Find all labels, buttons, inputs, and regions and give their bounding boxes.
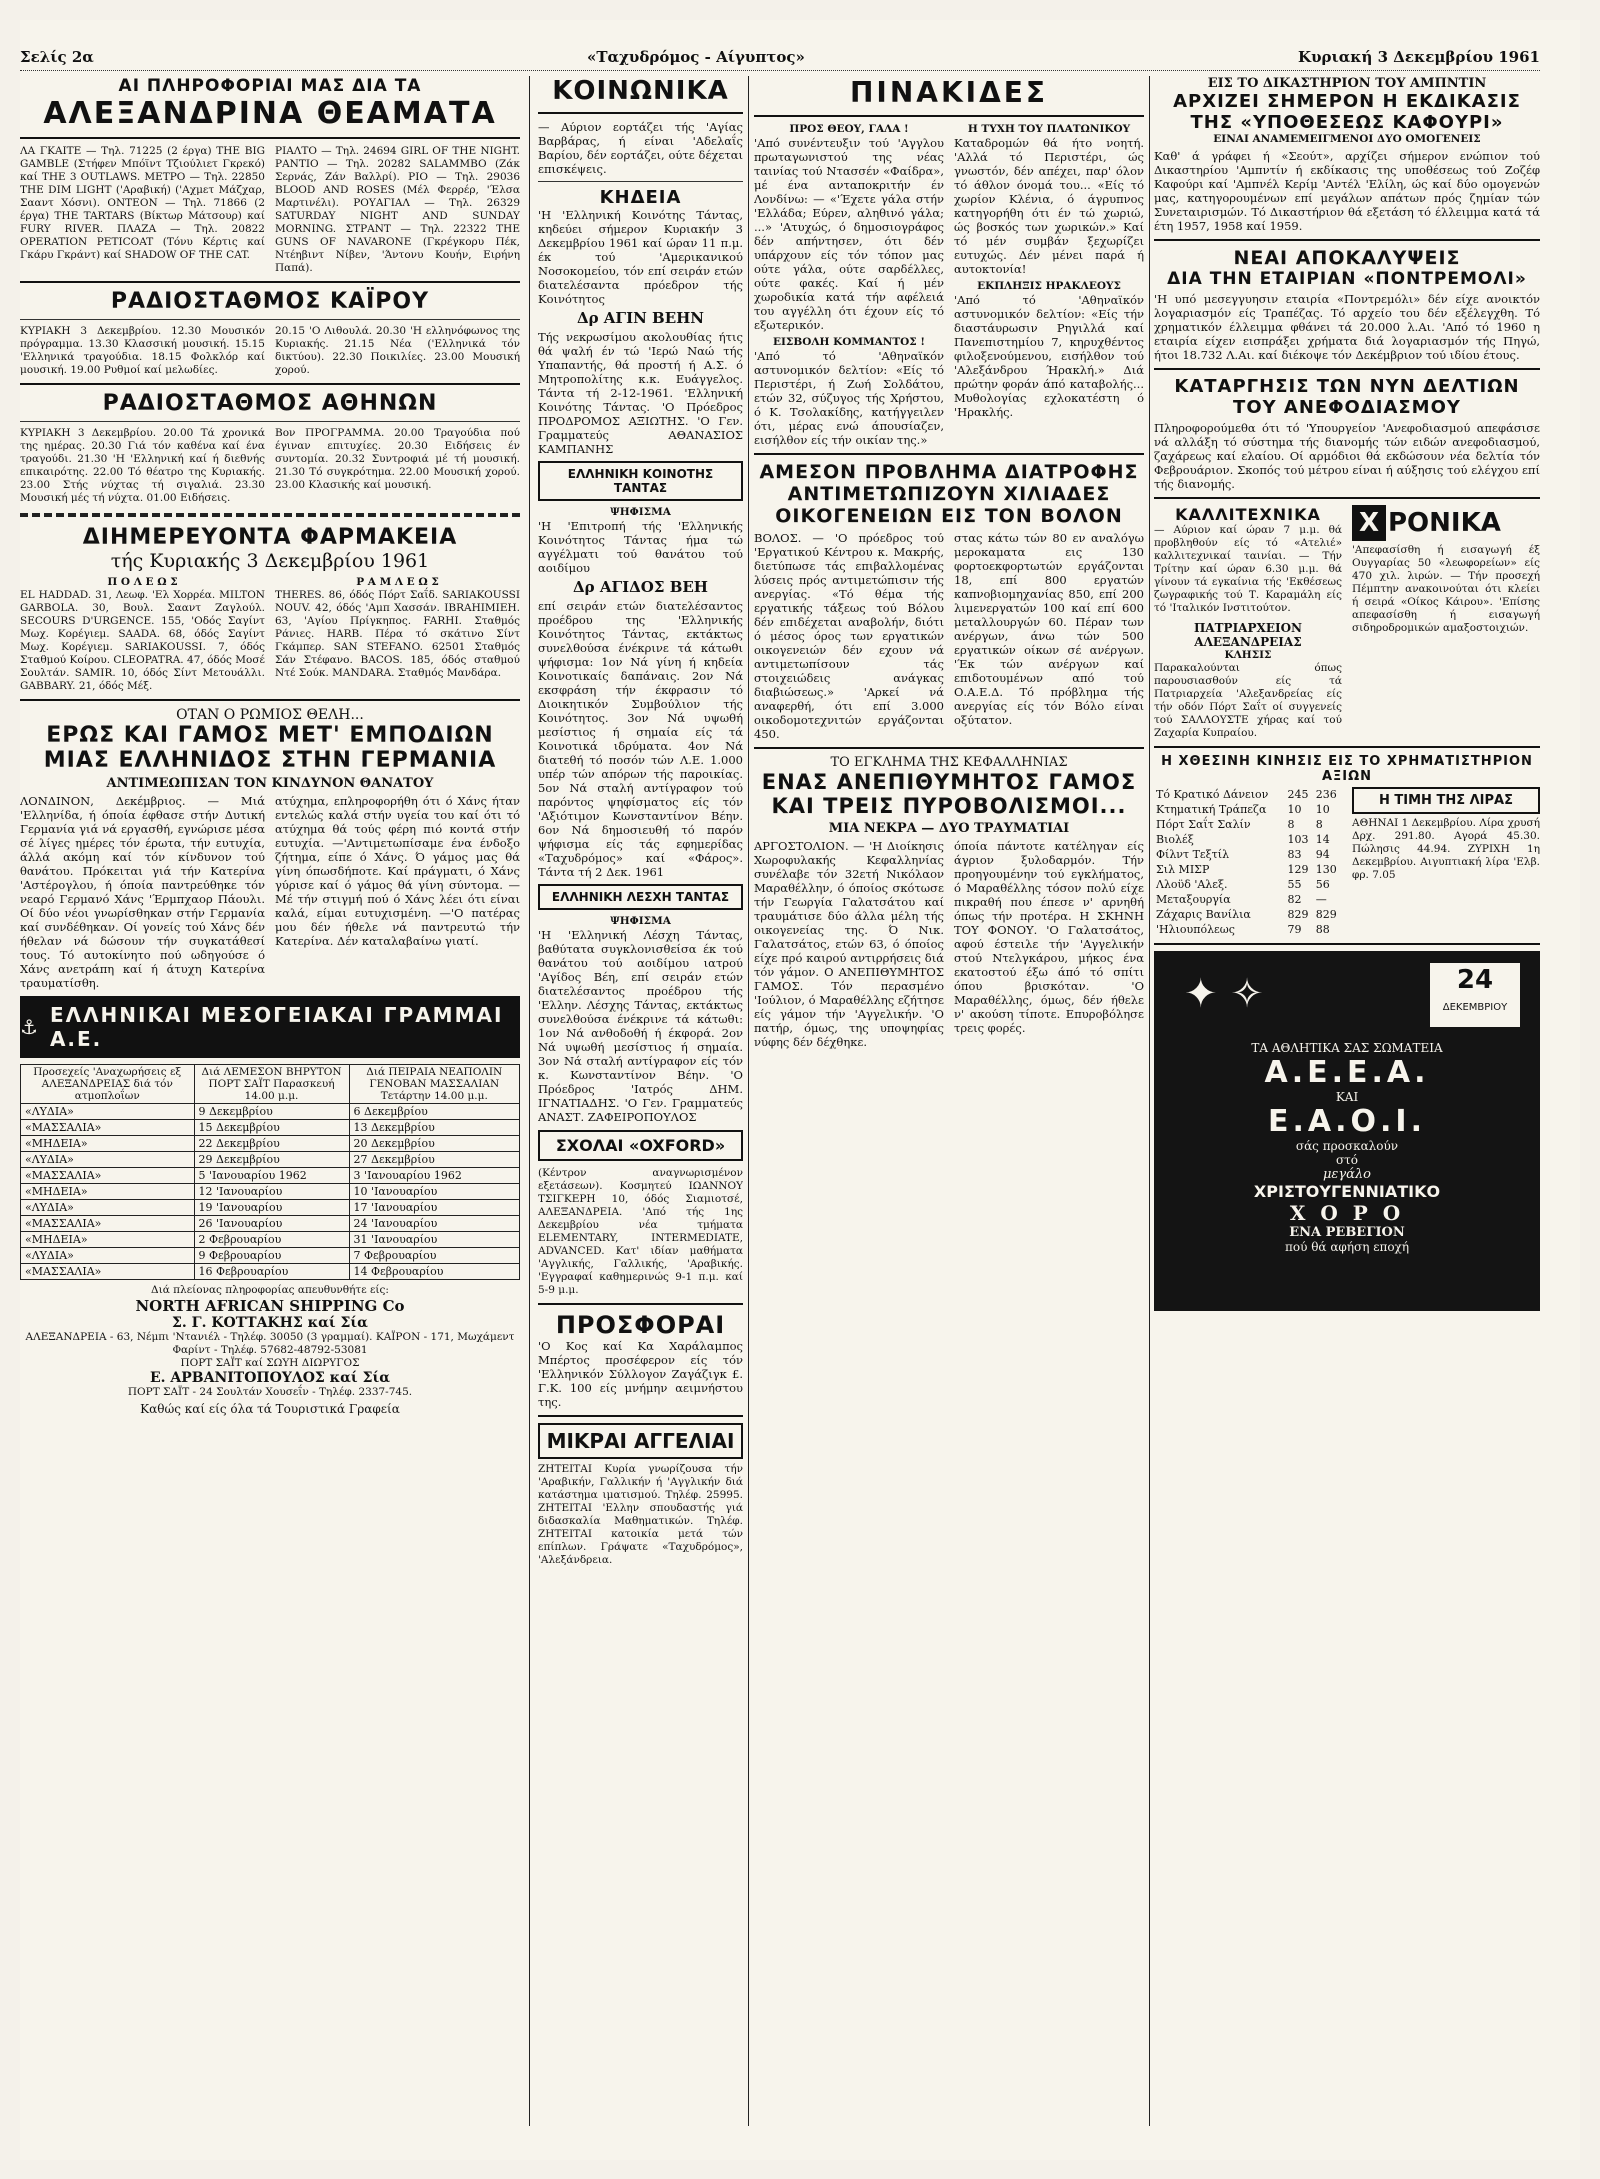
event-name: ΧΡΙΣΤΟΥΓΕΝΝΙΑΤΙΚΟ (1253, 1182, 1441, 1201)
club-text: 'Η 'Ελληνική Λέσχη Τάντας, βαθύτατα συγκλονισθείσα έκ τού θανάτου τού αοιδίμου ιατρού 'Αγίδος Βέη, επί σειράν ετών διατελέσαντος προέδρου τής 'Ελλην. Λέσχης Τάντας, εκτάκτως συνελθούσα ένέκρινε τά κάτωθι: 1ον Νά ανθοδοθή ή έκφορά. 2ον Νά υψωθή μεσίστιος ή σημαία. 3ον Νά σταλή αντίγραφον είς τόν κ. Κωνσταντίνον Βέην. 'Ο Πρόεδρος 'Ιατρός ΔΗΜ. ΙΓΝΑΤΙΑΔΗΣ. 'Ο Γεν. Γραμματεύς ΑΝΑΣΤ. ΖΑΦΕΙΡΟΠΟΥΛΟΣ (538, 928, 743, 1124)
shipping-footer: Καθώς καί είς όλα τά Τουριστικά Γραφεία (140, 1402, 400, 1416)
table-cell: 55 (1287, 878, 1302, 891)
radio-cairo-left: ΚΥΡΙΑΚΗ 3 Δεκεμβρίου. 12.30 Μουσικόν πρόγραμμα. 13.30 Κλασσική μουσική. 15.15 'Ελληνικά τραγούδια. 18.15 Φολκλόρ καί μουσική. 19.00 Ρυθμοί καί μελωδίες. (20, 325, 265, 376)
cinema-kicker: ΑΙ ΠΛΗΡΟΦΟΡΙΑΙ ΜΑΣ ΔΙΑ ΤΑ (118, 76, 422, 96)
story-body-right: ατύχημα, επληροφορήθη ότι ό Χάνς ήταν εντελώς καλά στήν υγεία του καί ότι τό ατύχημα θά τούς φέρη πιό κοντά στήν ευτυχία. —'Αντιμετωπίσαμε ένα ένδοξο ζήτημα, είπε ό Χάνς. Ό γάμος μας θά γίνη όπωσδήποτε. Καί πράγματι, ό Χάνς γύρισε καί ό γάμος θά γίνη σύντομα. —Μέ τήν στιγμή πού ό Χάνς λέει ότι είναι καλά, είμαι ευτυχισμένη. —'Ο πατέρας μου δέν ήθελε νά παντρευτώ τήν Κατερίνα. Δέν καταλαβαίνω γιατί. (275, 794, 520, 948)
pharmacy-title: ΔΙΗΜΕΡΕΥΟΝΤΑ ΦΑΡΜΑΚΕΙΑ (82, 525, 458, 550)
event-tagline-2: πού θά αφήση εποχή (1284, 1240, 1410, 1254)
story-kicker: ΟΤΑΝ Ο ΡΩΜΙΟΣ ΘΕΛΗ... (176, 707, 364, 723)
shipping-agent-1b: Σ. Γ. ΚΟΤΤΑΚΗΣ καί Σία (172, 1315, 368, 1331)
social-title: ΚΟΙΝΩΝΙΚΑ (552, 76, 729, 106)
shipping-more-info: Διά πλείονας πληροφορίας απευθυνθήτε είς: (151, 1284, 389, 1296)
classifieds-text: ΖΗΤΕΙΤΑΙ Κυρία γνωρίζουσα τήν 'Αραβικήν, Γαλλικήν ή 'Αγγλικήν διά κατάστημα ιματισμού. Τηλέφ. 25995. ΖΗΤΕΙΤΑΙ 'Ελλην σπουδαστής γιά διδασκαλία Μαθηματικών. Τηλέφ. ΖΗΤΕΙΤΑΙ κατοικία μετά τών επίπλων. Γράψατε «Ταχυδρόμος», 'Αλεξάνδρεια. (538, 1463, 743, 1566)
table-cell: 27 Δεκεμβρίου (349, 1152, 519, 1168)
funeral-text: 'Η 'Ελληνική Κοινότης Τάντας, κηδεύει σήμερον Κυριακήν 3 Δεκεμβρίου 1961 καί ώραν 11 π.μ. έκ τού 'Αμερικανικού Νοσοκομείου, τόν επί σειράν ετών διατελέσαντα πρόεδρον τής Κοινότητος (538, 208, 743, 306)
schedule-header: Διά ΛΕΜΕΣΟΝ ΒΗΡΥΤΟΝ ΠΟΡΤ ΣΑΪΤ Παρασκευή 14.00 μ.μ. (194, 1065, 349, 1104)
table-cell: 6 Δεκεμβρίου (349, 1104, 519, 1120)
table-row (21, 1104, 520, 1120)
pontremoli-body: 'Η υπό μεσεγγυησιν εταιρία «Ποντρεμόλι» δέν είχε ανοικτόν λογαριασμόν είς Τραπέζας. Τό αρχείο του δέν εξέλεγχθη. Τό χρηματικόν έλλειμμα φθάνει τά 20.000 λ.Αι. 'Από τό 1960 η εταιρία είχεν εισπράξει χρήματα διά λογαριασμόν τής Πηγώ, ήτοι 18.732 Λ.Αι. καί διέκοψε τόν Δεκέμβριον τού ιδίου έτους. (1154, 292, 1540, 362)
masthead (20, 48, 1540, 71)
community-subtitle: ΨΗΦΙΣΜΑ (610, 506, 671, 518)
shipping-address-2: ΠΟΡΤ ΣΑΪΤ - 24 Σουλτάν Χουσεΐν - Τηλέφ. 2337-745. (127, 1386, 413, 1398)
table-cell: 103 (1287, 833, 1309, 846)
gold-price-title: Η ΤΙΜΗ ΤΗΣ ΛΙΡΑΣ (1352, 787, 1540, 814)
community-title: ΕΛΛΗΝΙΚΗ ΚΟΙΝΟΤΗΣ ΤΑΝΤΑΣ (538, 461, 743, 501)
table-cell: «ΜΑΣΣΑΛΙΑ» (21, 1216, 195, 1232)
table-cell: 94 (1315, 848, 1330, 861)
bourse-table (1154, 787, 1342, 937)
table-row (21, 1248, 520, 1264)
column-text: 'Από τό 'Αθηναϊκόν αστυνομικόν δελτίον: «Είς τήν διαστάυρωσιν Ρηγιλλά καί Πανεπιστημίου 7, κηρυχθέντος φιλοξενούμενου, εισήλθον τού 'Αλεξάνδρου Ήρακλή.» Διά πρώτην φοράν άπό καταβολής... Μυθολογίας εχλοκατέστη ό 'Ηρακλής. (954, 293, 1144, 419)
column-text: Καταδρομών θά ήτο νοητή. 'Αλλά τό Περιστέρι, ώς γνωστόν, δέν απέχει, παρ' όλον τό άθλον όνομά του... «Είς τό χωρίον Κλένια, ό άγρυπνος κατηγορήθη ότι έν τώ χωριώ, ώς βοσκός των χωρικών.» Καί τό μέν συμβάν ξεχωρίζει ευτυχώς. Δέν μένει παρά ή αυτοκτονία! (954, 136, 1144, 276)
chronika-logo: Χ ΡΟΝΙΚΑ (1352, 505, 1540, 541)
table-row (1154, 922, 1342, 937)
column-divider (1149, 76, 1150, 2126)
bourse-title: Η ΧΘΕΣΙΝΗ ΚΙΝΗΣΙΣ ΕΙΣ ΤΟ ΧΡΗΜΑΤΙΣΤΗΡΙΟΝ ΑΞΙΩΝ (1161, 754, 1533, 784)
table-cell: 82 (1287, 893, 1302, 906)
table-cell: «ΜΑΣΣΑΛΙΑ» (21, 1168, 195, 1184)
column-2 (538, 76, 743, 2126)
pharmacy-subtitle: τής Κυριακής 3 Δεκεμβρίου 1961 (110, 550, 430, 572)
shipping-schedule (20, 1064, 520, 1280)
table-row (1154, 802, 1342, 817)
table-cell: 12 'Ιανουαρίου (194, 1184, 349, 1200)
star-icon: ✦ ✧ (1184, 971, 1264, 1017)
community-text: 'Η 'Επιτροπή τής 'Ελληνικής Κοινότητος Τάντας ήμα τώ αγγέλματι τού θανάτου τού αοιδίμου (538, 519, 743, 575)
table-cell: 9 Φεβρουαρίου (194, 1248, 349, 1264)
kefalonia-body-left: ΑΡΓΟΣΤΟΛΙΟΝ. — 'Η Διοίκησις Χωροφυλακής Κεφαλληνίας συνέλαβε τόν 32ετή Νικόλαον Μαραθέλλην, ό όποίος σκότωσε τήν Γεωργία Γαλατσάτου καί τραυμάτισε δύο άλλα μέλη τής οικογενείας της. Ό Νικ. Γαλατσάτος, ετών 63, ό όποίος είχε πρό καιρού αντιρρήσεις διά τόν γάμον. Ο ΑΝΕΠΙΘΥΜΗΤΟΣ ΓΑΜΟΣ. Τόν περασμένο 'Ιούλιον, ό Μαραθέλλης εζήτησε είς γάμον τήν 'Αγγελικήν. 'Ο πατήρ, όμως, της υποψηφίας νύφης δέν δέχθηκε. (754, 839, 944, 1049)
table-cell: 22 Δεκεμβρίου (194, 1136, 349, 1152)
funeral-title: ΚΗΔΕΙΑ (599, 187, 682, 208)
table-cell: 7 Φεβρουαρίου (349, 1248, 519, 1264)
cinema-listings-right: ΡΙΑΛΤΟ — Τηλ. 24694 GIRL OF THE NIGHT. ΡΑΝΤΙΟ — Τηλ. 20282 SALAMMBO (Ζάκ Σερνάς, Ζάν Βαλλρί). ΡΙΟ — Τηλ. 29036 BLOOD AND ROSES (Μέλ Φερρέρ, 'Έλσα Μαρτινέλι). ΡΟΥΑΓΙΑΛ — Τηλ. 26329 SATURDAY NIGHT AND SUNDAY MORNING. ΣΤΡΑΝΤ — Τηλ. 22322 THE GUNS OF NAVARONE (Γκρέγκορυ Πέκ, Ντέηβιντ Νίβεν, 'Άντονυ Κουήν, Ειρήνη Παπά). (275, 145, 520, 274)
offers-text: 'Ο Κος καί Κα Χαράλαμπος Μπέρτος προσέφερον είς τόν 'Ελληνικόν Σύλλογον Ζαγάζιγκ £. Γ.Κ. 100 είς μνήμην αειμνήστου της. (538, 1339, 743, 1409)
table-cell: «ΜΑΣΣΑΛΙΑ» (21, 1264, 195, 1280)
event-type: Χ Ο Ρ Ο (1289, 1201, 1405, 1225)
table-cell: 13 Δεκεμβρίου (349, 1120, 519, 1136)
table-cell: Λλοϋδ 'Αλεξ. (1156, 878, 1228, 891)
radio-athens-left: ΚΥΡΙΑΚΗ 3 Δεκεμβρίου. 20.00 Τά χρονικά της ημέρας. 20.30 Γιά τόν καθένα καί ένα τραγούδι. 21.30 'Η 'Ελληνική καί ή διεθνής επικαιρότης. 22.00 Τό θέατρο της Κυριακής. 23.00 Στής νύχτας τή σιγαλιά. 23.30 Μουσική μές τή νύχτα. 01.00 Ειδήσεις. (20, 427, 265, 504)
cinema-listings-left: ΛΑ ΓΚΑΙΤΕ — Τηλ. 71225 (2 έργα) THE BIG GAMBLE (Στήφεν Μπόϊντ Τζιούλιετ Γκρεκό) καί THE 3 OUTLAWS. ΜΕΤΡΟ — Τηλ. 22850 THE DIM LIGHT ('Αραβική) ('Αχμετ Μάζχαρ, Σααντ Χόσνι). ΟΝΤΕΟΝ — Τηλ. 71866 (2 έργα) THE TARTARS (Βίκτωρ Μάτσουρ) καί FURY RIVER. ΠΛΑΖΑ — Τηλ. 20822 OPERATION PETICOAT (Τόνυ Κέρτις καί Γκάρυ Γκράντ) καί SHADOW OF THE CAT. (20, 145, 265, 261)
table-cell: «ΛΥΔΙΑ» (21, 1200, 195, 1216)
kefalonia-body-right: όποία πάντοτε κατέληγαν είς άγριον ξυλοδαρμόν. Τήν προηγουμένην τού εγκλήματος, ό Μαραθέλλης τόσον πολύ είχε πικραθή που έπεσε ν' αρνηθή όπως τήν προτέρα. Η ΣΚΗΝΗ ΤΟΥ ΦΟΝΟΥ. 'Ο Γαλατσάτος, αφού έστειλε τήν 'Αγγελικήν στού Ντελγκάρου, μήκος ένα εκατοστού έξω άπό τό σπίτι όπου βρισκόταν. 'Ο Μαραθέλλης, όμως, δέν ήθελε ν' ακούση τίποτε. Επυροβόλησε τρεις φορές. (954, 839, 1144, 1035)
kefalonia-subhead: ΜΙΑ ΝΕΚΡΑ — ΔΥΟ ΤΡΑΥΜΑΤΙΑΙ (828, 821, 1070, 836)
column-divider (529, 76, 530, 2126)
table-cell: 20 Δεκεμβρίου (349, 1136, 519, 1152)
table-row (21, 1184, 520, 1200)
schedule-header: Προσεχείς 'Αναχωρήσεις εξ ΑΛΕΞΑΝΔΡΕΙΑΣ διά τόν ατμοπλοΐων (21, 1065, 195, 1104)
table-cell: 129 (1287, 863, 1309, 876)
court-headline-2: ΤΗΣ «ΥΠΟΘΕΣΕΩΣ ΚΑΦΟΥΡΙ» (1190, 112, 1504, 133)
table-cell: 19 'Ιανουαρίου (194, 1200, 349, 1216)
story-headline-2: ΜΙΑΣ ΕΛΛΗΝΙΔΟΣ ΣΤΗΝ ΓΕΡΜΑΝΙΑ (43, 748, 497, 773)
column-subhead: Η ΤΥΧΗ ΤΟΥ ΠΛΑΤΩΝΙΚΟΥ (967, 123, 1131, 135)
patriarchate-body: Παρακαλούνται όπως παρουσιασθούν είς τά Πατριαρχεία 'Αλεξανδρείας είς τήν οδόν Πόρτ Σαΐτ οί συγγενείς τού ΣΑΛΛΟΥΣΤΕ χήρας καί τού Ζαχαρία Κυπραίου. (1154, 662, 1342, 739)
club-name-2: Ε.Α.Ο.Ι. (1268, 1104, 1426, 1139)
table-cell: 29 Δεκεμβρίου (194, 1152, 349, 1168)
table-cell: 9 Δεκεμβρίου (194, 1104, 349, 1120)
columns-title: ΠΙΝΑΚΙΔΕΣ (850, 76, 1048, 109)
table-cell: 10 (1287, 803, 1302, 816)
table-row (1154, 847, 1342, 862)
newspaper-name: «Ταχυδρόμος - Αίγυπτος» (586, 48, 805, 66)
shipping-agent-2-label: ΠΟΡΤ ΣΑΪΤ καί ΣΩΥΗ ΔΙΩΡΥΓΟΣ (180, 1357, 360, 1369)
volos-body-right: στας κάτω τών 80 εν αναλόγω μεροκαματα εις 130 φορτοεκφορτωτών εργάζονται 18, επί 800 εργατών καπνοβιομηχανίας 850, επί 200 λιμενεργατών 100 καί επί 600 μεταλλουργών 60. Πέραν των ανέργων, άνω τών 500 εργατικών οίκων σέ ανέργων. 'Έκ τών ανέργων καί επιδοτουμένων από τού Ο.Α.Ε.Δ. Τό πρόβλημα τής ανεργίας είς τόν Βόλο είναι οξύτατον. (954, 531, 1144, 727)
story-subhead: ΑΝΤΙΜΕΩΠΙΣΑΝ ΤΟΝ ΚΙΝΔΥΝΟΝ ΘΑΝΑΤΟΥ (106, 776, 434, 791)
column-divider (748, 76, 749, 2126)
ration-headline-1: ΚΑΤΑΡΓΗΣΙΣ ΤΩΝ ΝΥΝ ΔΕΛΤΙΩΝ (1174, 376, 1520, 397)
shipping-agent-1: NORTH AFRICAN SHIPPING Co (135, 1297, 405, 1315)
social-text: — Αύριον εορτάζει τής 'Αγίας Βαρβάρας, ή είναι 'Αδελαΐς Βαρίου, δέν εορτάζει, ούτε δέχεται επισκέψεις. (538, 120, 743, 176)
table-cell: Φίλντ Τεξτίλ (1156, 848, 1230, 861)
table-cell: 56 (1315, 878, 1330, 891)
radio-athens-title: ΡΑΔΙΟΣΤΑΘΜΟΣ ΑΘΗΝΩΝ (102, 391, 438, 416)
table-cell: 'Ηλιουπόλεως (1156, 923, 1235, 936)
gold-price-body: ΑΘΗΝΑΙ 1 Δεκεμβρίου. Λίρα χρυσή Δρχ. 291.80. Αγορά 45.30. Πώλησις 44.94. ΖΥΡΙΧΗ 1η Δεκεμβρίου. Αιγυπτιακή λίρα 'Ελβ. φρ. 7.05 (1352, 817, 1540, 881)
table-cell: Κτηματική Τράπεζα (1156, 803, 1267, 816)
column-1 (20, 76, 520, 2126)
column-text: 'Από τό 'Αθηναϊκόν αστυνομικόν δελτίον: «Είς τό Περιστέρι, ή Ζωή Σολδάτου, ετών 32, σύζυγος τής Χρήστου, ό Κ. Τσολακίδης, κατήγγειλεν ότι, μέρας ενώ άπουσίαζεν, εισήλθον είς τήν οικίαν της.» (754, 349, 944, 447)
table-cell: 10 'Ιανουαρίου (349, 1184, 519, 1200)
club-title: ΕΛΛΗΝΙΚΗ ΛΕΣΧΗ ΤΑΝΤΑΣ (538, 884, 743, 910)
table-row (21, 1152, 520, 1168)
schedule-header: Διά ΠΕΙΡΑΙΑ ΝΕΑΠΟΛΙΝ ΓΕΝΟΒΑΝ ΜΑΣΣΑΛΙΑΝ Τετάρτην 14.00 μ.μ. (349, 1065, 519, 1104)
table-cell: «ΜΗΔΕΙΑ» (21, 1232, 195, 1248)
table-cell: — (1315, 893, 1327, 906)
cinema-headline: ΑΛΕΞΑΝΔΡΙΝΑ ΘΕΑΜΑΤΑ (43, 96, 497, 131)
table-row (21, 1232, 520, 1248)
table-cell: «ΜΗΔΕΙΑ» (21, 1184, 195, 1200)
patriarchate-subtitle: ΚΛΗΣΙΣ (1224, 649, 1272, 661)
club-subtitle: ΨΗΦΙΣΜΑ (610, 915, 671, 927)
table-cell: Πόρτ Σαΐτ Σαλίν (1156, 818, 1251, 831)
ad-line: μεγάλο (1322, 1167, 1372, 1182)
table-cell: «ΛΥΔΙΑ» (21, 1104, 195, 1120)
column-subhead: ΠΡΟΣ ΘΕΟΥ, ΓΑΛΑ ! (789, 123, 909, 135)
pharmacy-city-list: EL HADDAD. 31, Λεωφ. 'Ελ Χορρέα. MILTON GARBOLA. 30, Βουλ. Σααντ Ζαγλούλ. SECOURS D'URGENCE. 155, 'Οδός Σαγίντ Μωχ. Κορέγιεμ. SAADA. 68, όδός Σαγίντ Μωχ. Κορέγιεμ. SARIAKOUSSI. 7, όδός Σταθμού Κοίρου. CLEOPATRA. 47, όδός Μοσέ Σουλτάν. SAMIR. 10, όδός Σίντ Μετουάλλι. GABBARY. 21, όδός Μέξ. (20, 589, 265, 692)
funeral-text-2: Τής νεκρωσίμου ακολουθίας ήτις θά ψαλή έν τώ 'Ιερώ Ναώ τής Υπαπαντής, θά προστή ή Α.Σ. ό Μητροπολίτης κ.κ. Ευάγγελος. Τάντα τή 2-12-1961. 'Ελληνική Κοινότης Τάντας. 'Ο Πρόεδρος ΠΡΟΔΡΟΜΟΣ ΑΞΙΩΤΗΣ. 'Ο Γεν. Γραμματεύς ΑΘΑΝΑΣΙΟΣ ΚΑΜΠΑΝΗΣ (538, 330, 743, 456)
club-name-1: Α.Ε.Ε.Α. (1264, 1055, 1430, 1090)
ad-line: σάς προσκαλούν (1295, 1139, 1399, 1153)
volos-body-left: ΒΟΛΟΣ. — 'Ο πρόεδρος τού 'Εργατικού Κέντρου κ. Μακρής, διετύπωσε τάς επιβαλλομένας λύσεις πρός αντιμετώπισιν τής ανεργίας. «Τό θέμα τής εργατικής τάξεως τού Βόλου δέν επιδέχεται αναβολήν, διότι ό μέσος όρος των εργατικών οικογενειών δέν εχουν νά αντιμετωπίσουν τάς στοιχειώδεις ανάγκας διαβιώσεως.» 'Αρκεί νά αναφερθή, ότι επί 3.000 οικοδομοτεχνιτών εργάζονται 450. (754, 531, 944, 741)
issue-date: Κυριακή 3 Δεκεμβρίου 1961 (1298, 48, 1540, 66)
table-row (21, 1120, 520, 1136)
pharmacy-ramleh-label: Ρ Α Μ Λ Ε Ω Σ (356, 576, 439, 588)
radio-cairo-right: 20.15 'Ο Λιθουλά. 20.30 'Η ελληνόφωνος της Κυριακής. 21.15 Νέα ('Ελληνικά τόν δικτύου). 22.30 Ποικιλίες. 23.00 Μουσική χορού. (275, 325, 520, 376)
table-cell: Τό Κρατικό Δάνειον (1156, 788, 1269, 801)
chronika-body: 'Απεφασίσθη ή εισαγωγή έξ Ουγγαρίας 50 «λεωφορείων» είς 470 χιλ. λιρών. — Τήν προσεχή Πέμπτην ανακοινούται ότι κλείει ή σειρά «Οίκος Κάιρου». 'Επίσης απεφασίσθη ή εισαγωγή σιδηροδρομικών αμαξοστοιχιών. (1352, 544, 1540, 634)
court-subhead: ΕΙΝΑΙ ΑΝΑΜΕΜΕΙΓΜΕΝΟΙ ΔΥΟ ΟΜΟΓΕΝΕΙΣ (1213, 133, 1481, 145)
table-cell: 26 'Ιανουαρίου (194, 1216, 349, 1232)
ad-line: στό (1335, 1153, 1359, 1167)
community-name: Δρ ΑΓΙΔΟΣ ΒΕΗ (573, 578, 708, 596)
table-cell: 5 'Ιανουαρίου 1962 (194, 1168, 349, 1184)
court-body: Καθ' ά γράφει ή «Σεούτ», αρχίζει σήμερον ενώπιον τού Δικαστηρίου 'Αμπντίν ή εκδίκασις της υποθέσεως τού Ζοζέφ Καφούρι καί 'Αμπνέλ Κερίμ 'Αντέλ 'Ελίλη, ώς καί δύο ομογενών μας, κατηγορουμένων επί μεγάλων απάτων πρός ζημίαν τών Συνεταιρισμών. Τό Δικαστήριον θά εξετάση τό έλλειμμα κατά τά έτη 1957, 1958 καί 1959. (1154, 149, 1540, 233)
table-cell: «ΜΗΔΕΙΑ» (21, 1136, 195, 1152)
classifieds-title: ΜΙΚΡΑΙ ΑΓΓΕΛΙΑΙ (538, 1423, 743, 1459)
table-cell: 15 Δεκεμβρίου (194, 1120, 349, 1136)
kefalonia-headline-2: ΚΑΙ ΤΡΕΙΣ ΠΥΡΟΒΟΛΙΣΜΟΙ... (771, 794, 1127, 818)
table-row (1154, 817, 1342, 832)
table-row (1154, 862, 1342, 877)
table-cell: 83 (1287, 848, 1302, 861)
table-row (21, 1136, 520, 1152)
radio-cairo-title: ΡΑΔΙΟΣΤΑΘΜΟΣ ΚΑΪΡΟΥ (110, 289, 430, 314)
table-cell: 16 Φεβρουαρίου (194, 1264, 349, 1280)
volos-headline-1: ΑΜΕΣΟΝ ΠΡΟΒΛΗΜΑ ΔΙΑΤΡΟΦΗΣ (759, 461, 1139, 483)
table-cell: 2 Φεβρουαρίου (194, 1232, 349, 1248)
table-cell: 14 (1315, 833, 1330, 846)
shipping-ad-banner: ⚓ ΕΛΛΗΝΙΚΑΙ ΜΕΣΟΓΕΙΑΚΑΙ ΓΡΑΜΜΑΙ Α.Ε. (20, 996, 520, 1058)
table-cell: 829 (1287, 908, 1309, 921)
table-row (21, 1216, 520, 1232)
event-tagline: ΕΝΑ ΡΕΒΕΓΙΟΝ (1289, 1225, 1405, 1240)
page-number: Σελίς 2α (20, 48, 94, 66)
radio-athens-right: Βον ΠΡΟΓΡΑΜΜΑ. 20.00 Τραγούδια πού έγιναν επιτυχίες. 20.30 Ειδήσεις έν συντομία. 20.32 Συντροφιά μέ τή μουσική. 21.30 Τό συγκρότημα. 22.00 Μουσική χορού. 23.00 Κλασικής καί μουσική. (275, 427, 520, 491)
column-subhead: ΕΚΠΛΗΞΙΣ ΗΡΑΚΛΕΟΥΣ (977, 280, 1121, 292)
kefalonia-kicker: ΤΟ ΕΓΚΛΗΜΑ ΤΗΣ ΚΕΦΑΛΛΗΝΙΑΣ (830, 755, 1068, 770)
table-cell: 24 'Ιανουαρίου (349, 1216, 519, 1232)
table-row (1154, 832, 1342, 847)
story-headline-1: ΕΡΩΣ ΚΑΙ ΓΑΜΟΣ ΜΕΤ' ΕΜΠΟΔΙΩΝ (46, 723, 494, 748)
arts-title: ΚΑΛΛΙΤΕΧΝΙΚΑ (1175, 505, 1321, 524)
table-cell: 8 (1287, 818, 1295, 831)
pontremoli-headline-2: ΔΙΑ ΤΗΝ ΕΤΑΙΡΙΑΝ «ΠΟΝΤΡΕΜΟΛΙ» (1167, 269, 1527, 289)
column-subhead: ΕΙΣΒΟΛΗ ΚΟΜΜΑΝΤΟΣ ! (773, 336, 925, 348)
table-cell: 14 Φεβρουαρίου (349, 1264, 519, 1280)
table-cell: «ΛΥΔΙΑ» (21, 1248, 195, 1264)
pharmacy-city-label: Π Ο Λ Ε Ω Σ (107, 576, 178, 588)
table-cell: Μεταξουργία (1156, 893, 1231, 906)
table-cell: 10 (1315, 803, 1330, 816)
court-kicker: ΕΙΣ ΤΟ ΔΙΚΑΣΤΗΡΙΟΝ ΤΟΥ ΑΜΠΝΤΙΝ (1207, 76, 1487, 91)
table-cell: «ΛΥΔΙΑ» (21, 1152, 195, 1168)
table-row (1154, 907, 1342, 922)
school-title: ΣΧΟΛΑΙ «OXFORD» (538, 1130, 743, 1161)
volos-headline-3: ΟΙΚΟΓΕΝΕΙΩΝ ΕΙΣ ΤΟΝ ΒΟΛΟΝ (775, 505, 1123, 527)
ration-headline-2: ΤΟΥ ΑΝΕΦΟΔΙΑΣΜΟΥ (1233, 397, 1461, 418)
table-row (1154, 787, 1342, 802)
table-cell: 17 'Ιανουαρίου (349, 1200, 519, 1216)
ad-line: ΤΑ ΑΘΛΗΤΙΚΑ ΣΑΣ ΣΩΜΑΤΕΙΑ (1251, 1041, 1443, 1055)
table-row (21, 1264, 520, 1280)
school-text: (Κέντρον αναγνωρισμένον εξετάσεων). Κοσμητεύ ΙΩΑΝΝΟΥ ΤΣΙΓΚΕΡΗ 10, όδός Σιαμιοτσέ, ΑΛΕΞΑΝΔΡΕΙΑ. 'Από τής 1ης Δεκεμβρίου νέα τμήματα ELEMENTARY, INTERMEDIATE, ADVANCED. Κατ' ιδίαν μαθήματα 'Αγγλικής, Γαλλικής, 'Αραβικής. 'Εγγραφαί καθημερινώς 9-1 π.μ. καί 5-9 μ.μ. (538, 1167, 743, 1296)
kefalonia-headline-1: ΕΝΑΣ ΑΝΕΠΙΘΥΜΗΤΟΣ ΓΑΜΟΣ (761, 770, 1137, 794)
christmas-dance-ad (1154, 951, 1540, 1311)
table-cell: 88 (1315, 923, 1330, 936)
court-headline-1: ΑΡΧΙΖΕΙ ΣΗΜΕΡΟΝ Η ΕΚΔΙΚΑΣΙΣ (1173, 91, 1521, 112)
table-row (1154, 892, 1342, 907)
event-date: 24 ΔΕΚΕΜΒΡΙΟΥ (1430, 963, 1520, 1027)
story-body-left: ΛΟΝΔΙΝΟΝ, Δεκέμβριος. — Μιά 'Ελληνίδα, ή όποία έφθασε στήν Δυτική Γερμανία γιά νά εργασθή, εγνώρισε μέσα σέ λίγες ημέρες τόν έρωτα, τήν ευτυχία, άλλά ακόμη καί τόν κίνδυνον τού θανάτου. Πρόκειται γιά τήν Κατερίνα 'Αστέρογλου, ή όποία παντρεύθηκε τόν νεαρό Γερμανό Χάνς 'Έρμπχαορ Πάουλι. Οί δύο νέοι γνωρίσθηκαν στήν Γερμανία καί συνδέθηκαν. Οί γονείς τού Χάνς δέν ήθελαν νά δώσουν τήν συγκατάθεσί τους. Τό αυτοκίνητο πού ωδηγούσε ό Χάνς ανετράπη καί ή άτυχη Κατερίνα τραυματίσθη. (20, 794, 265, 990)
column-text: 'Από συνέντευξιν τού 'Αγγλου πρωταγωνιστού της νέας ταινίας τού Ντασσέν «Φαίδρα», μέ ένα ανταποκριτήν έν Λονδίνω: — «'Έχετε γάλα στήν 'Ελλάδα; Εύρεν, αληθινό γάλα; ...» 'Ατυχώς, ό δημοσιογράφος δέν απήντησεν, ότι δέν υπάρχουν είς τόν τόπον μας ούτε γάλα, ούτε σαρδέλλες, ούτε φακές. Καί ή μέν χωροδικία κατά τήν αφέλειά του αγγέλλη ότι έχουν είς τό εξωτερικόν. (754, 136, 944, 332)
offers-title: ΠΡΟΣΦΟΡΑΙ (555, 1311, 726, 1339)
table-row (1154, 877, 1342, 892)
arts-body: — Αύριον καί ώραν 7 μ.μ. θά προβληθούν είς τό «Ατελιέ» καλλιτεχνικαί ταινίαι. — Τήν Τρίτην καί ώραν 6.30 μ.μ. θά γίνουν τά εγκαίνια τής 'Εκθέσεως ζωγραφικής τού Τ. Καραμάλη είς τό 'Ιταλικόν Ινστιτούτον. (1154, 524, 1342, 614)
pontremoli-headline-1: ΝΕΑΙ ΑΠΟΚΑΛΥΨΕΙΣ (1233, 247, 1461, 269)
table-row (21, 1168, 520, 1184)
funeral-name: Δρ ΑΓΙΝ ΒΕΗΝ (576, 309, 705, 327)
table-cell: 829 (1315, 908, 1337, 921)
table-row (21, 1200, 520, 1216)
ad-line: ΚΑΙ (1335, 1090, 1359, 1104)
pharmacy-ramleh-list: THERES. 86, όδός Πόρτ Σαΐδ. SARIAKOUSSI NOUV. 42, όδός 'Αμπ Χασσάν. IBRAHIMIEH. 63, 'Αγίου Πρίγκηπος. FARHI. Σταθμός Ράνιες. HARB. Πέρα τό σκάτινο Σίντ Γκάμπερ. SAN STEFANO. 62501 Σταθμός Σάν Στέφανο. BACOS. 185, όδός σταθμού Ντέ Σούκ. MANDARA. Σταθμός Μανδάρα. (275, 589, 520, 679)
table-cell: 245 (1287, 788, 1309, 801)
table-cell: Ζάχαρις Βανίλια (1156, 908, 1251, 921)
table-cell: 79 (1287, 923, 1302, 936)
shipping-address-1: ΑΛΕΞΑΝΔΡΕΙΑ - 63, Νέμπι 'Ντανιέλ - Τηλέφ. 30050 (3 γραμμαί). ΚΑΪΡΟΝ - 171, Μωχάμεντ Φαρίντ - Τηλέφ. 57682-48792-53081 (25, 1331, 515, 1356)
column-3 (754, 76, 1144, 2126)
table-cell: Βιολέξ (1156, 833, 1194, 846)
community-text-2: επί σειράν ετών διατελέσαντος προέδρου της 'Ελληνικής Κοινότητος Τάντας, εκτάκτως συνελθούσα ένέκρινε τά κάτωθι ψήφισμα: 1ον Νά γίνη ή κηδεία Κοινοτικαίς δαπάναις. 2ον Νά εκσφράση τήν έκφρασιν τό Διοικητικόν Συμβούλιον τής Κοινότητος. 3ον Νά υψωθή μεσίστιος ή σημαία είς τά Κοινοτικά ιδρύματα. 4ον Νά διατεθή τό ποσόν τών Λ.Ε. 1.000 υπέρ τών απόρων τής παροικίας. 5ον Νά σταλή αντίγραφον τού παρόντος ψηφίσματος είς τόν 'Αξιότιμον Κωνσταντίνον Βέην. 6ον Νά δημοσιευθή τό παρόν ψήφισμα είς τάς εφημερίδας «Ταχυδρόμος» καί «Φάρος». Τάντα τή 2 Δεκ. 1961 (538, 599, 743, 879)
table-cell: 8 (1315, 818, 1323, 831)
table-cell: 31 'Ιανουαρίου (349, 1232, 519, 1248)
ship-icon: ⚓ (20, 1015, 40, 1039)
column-4 (1154, 76, 1540, 2126)
shipping-agent-2: Ε. ΑΡΒΑΝΙΤΟΠΟΥΛΟΣ καί Σία (149, 1370, 391, 1386)
volos-headline-2: ΑΝΤΙΜΕΤΩΠΙΖΟΥΝ ΧΙΛΙΑΔΕΣ (787, 483, 1111, 505)
ration-body: Πληροφορούμεθα ότι τό 'Υπουργείον 'Ανεφοδιασμού απεφάσισε νά αλλάξη τό σύστημα τής διανομής τών ειδών ανεφοδιασμού, ζαχάρεως καί ελαίου. Οί αρμόδιοι θά εκδώσουν νέα δελτία τόν Φεβρουάριον. Σκοπός τού μέτρου είναι ή αύξησις τού ελέγχου επί τής διανομής. (1154, 421, 1540, 491)
patriarchate-title: ΠΑΤΡΙΑΡΧΕΙΟΝ ΑΛΕΞΑΝΔΡΕΙΑΣ (1193, 621, 1303, 649)
table-cell: «ΜΑΣΣΑΛΙΑ» (21, 1120, 195, 1136)
table-cell: 236 (1315, 788, 1337, 801)
table-cell: 3 'Ιανουαρίου 1962 (349, 1168, 519, 1184)
table-cell: 130 (1315, 863, 1337, 876)
table-cell: Σιλ ΜΙΣΡ (1156, 863, 1210, 876)
